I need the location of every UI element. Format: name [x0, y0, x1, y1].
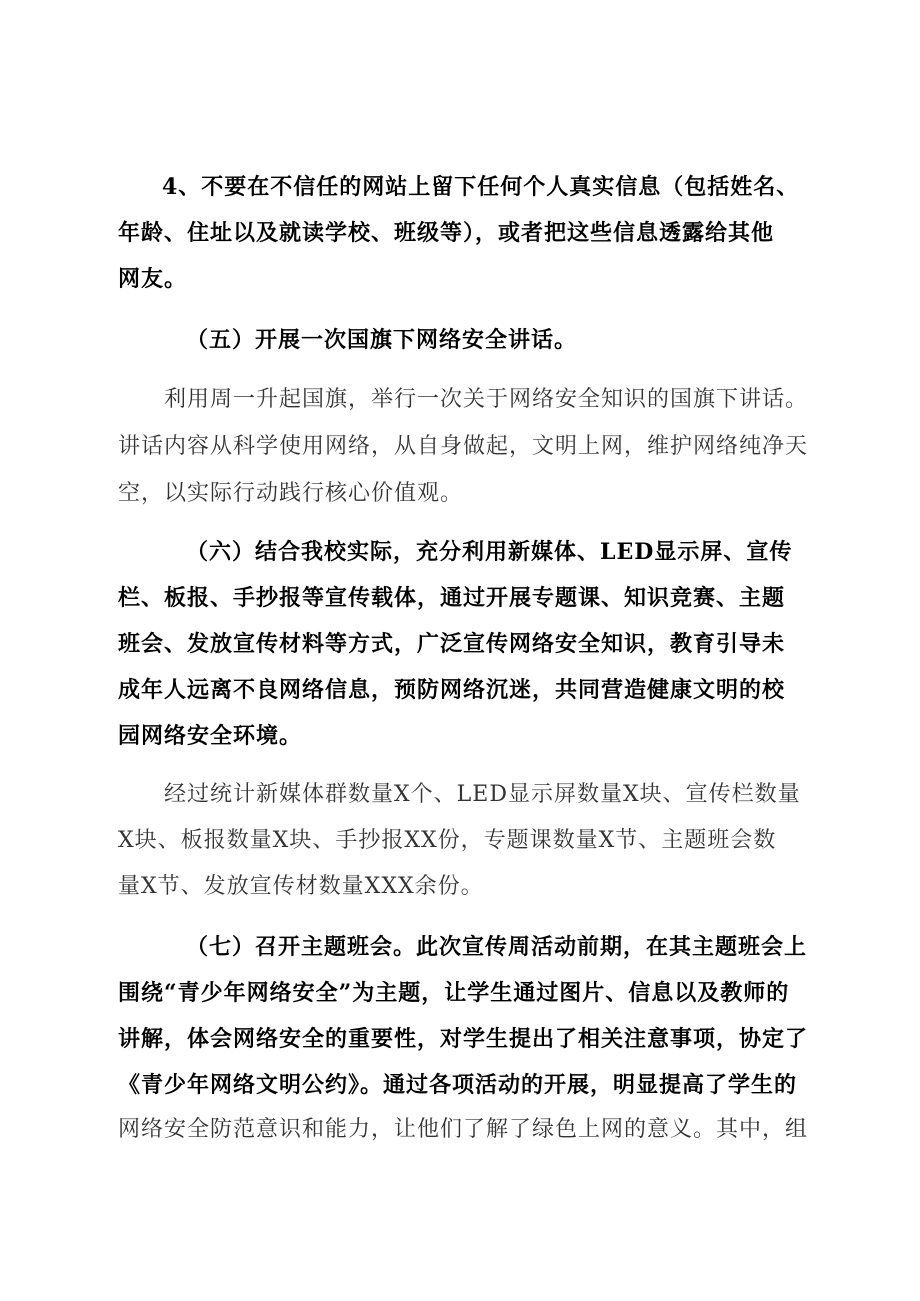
- paragraph-line: 围绕“青少年网络安全”为主题，让学生通过图片、信息以及教师的: [118, 980, 790, 1006]
- paragraph-line: 网络安全防范意识和能力，让他们了解了绿色上网的意义。其中，组: [118, 1117, 809, 1142]
- paragraph-line: 网友。: [118, 266, 188, 292]
- paragraph-line: 讲话内容从科学使用网络，从自身做起，文明上网，维护网络纯净天: [118, 434, 809, 459]
- paragraph-line: X块、板报数量X块、手抄报XX份，专题课数量X节、主题班会数: [118, 828, 777, 853]
- paragraph-line: 经过统计新媒体群数量X个、LED显示屏数量X块、宣传栏数量: [164, 782, 801, 807]
- paragraph-line: （七）召开主题班会。此次宣传周活动前期，在其主题班会上: [186, 934, 808, 960]
- paragraph-line: （六）结合我校实际，充分利用新媒体、LED显示屏、宣传: [186, 539, 793, 565]
- paragraph-line: 《青少年网络文明公约》。通过各项活动的开展，明显提高了学生的: [118, 1072, 798, 1098]
- paragraph-line: 讲解，体会网络安全的重要性，对学生提出了相关注意事项，协定了: [118, 1026, 809, 1052]
- paragraph-line: 空，以实际行动践行核心价值观。: [118, 481, 464, 506]
- paragraph-line: 班会、发放宣传材料等方式，广泛宣传网络安全知识，教育引导未: [118, 631, 786, 657]
- paragraph-line: 年龄、住址以及就读学校、班级等），或者把这些信息透露给其他: [118, 220, 775, 246]
- paragraph-line: 利用周一升起国旗，举行一次关于网络安全知识的国旗下讲话。: [164, 387, 809, 412]
- section-heading: （五）开展一次国旗下网络安全讲话。: [186, 327, 578, 353]
- paragraph-line: 成年人远离不良网络信息，预防网络沉迷，共同营造健康文明的校: [118, 677, 786, 703]
- paragraph-line: 栏、板报、手抄报等宣传载体，通过开展专题课、知识竞赛、主题: [118, 585, 786, 611]
- paragraph-line: 园网络安全环境。: [118, 723, 303, 749]
- paragraph-line: 量X节、发放宣传材数量XXX余份。: [118, 874, 484, 899]
- paragraph-line: 4、不要在不信任的网站上留下任何个人真实信息（包括姓名、: [162, 174, 800, 200]
